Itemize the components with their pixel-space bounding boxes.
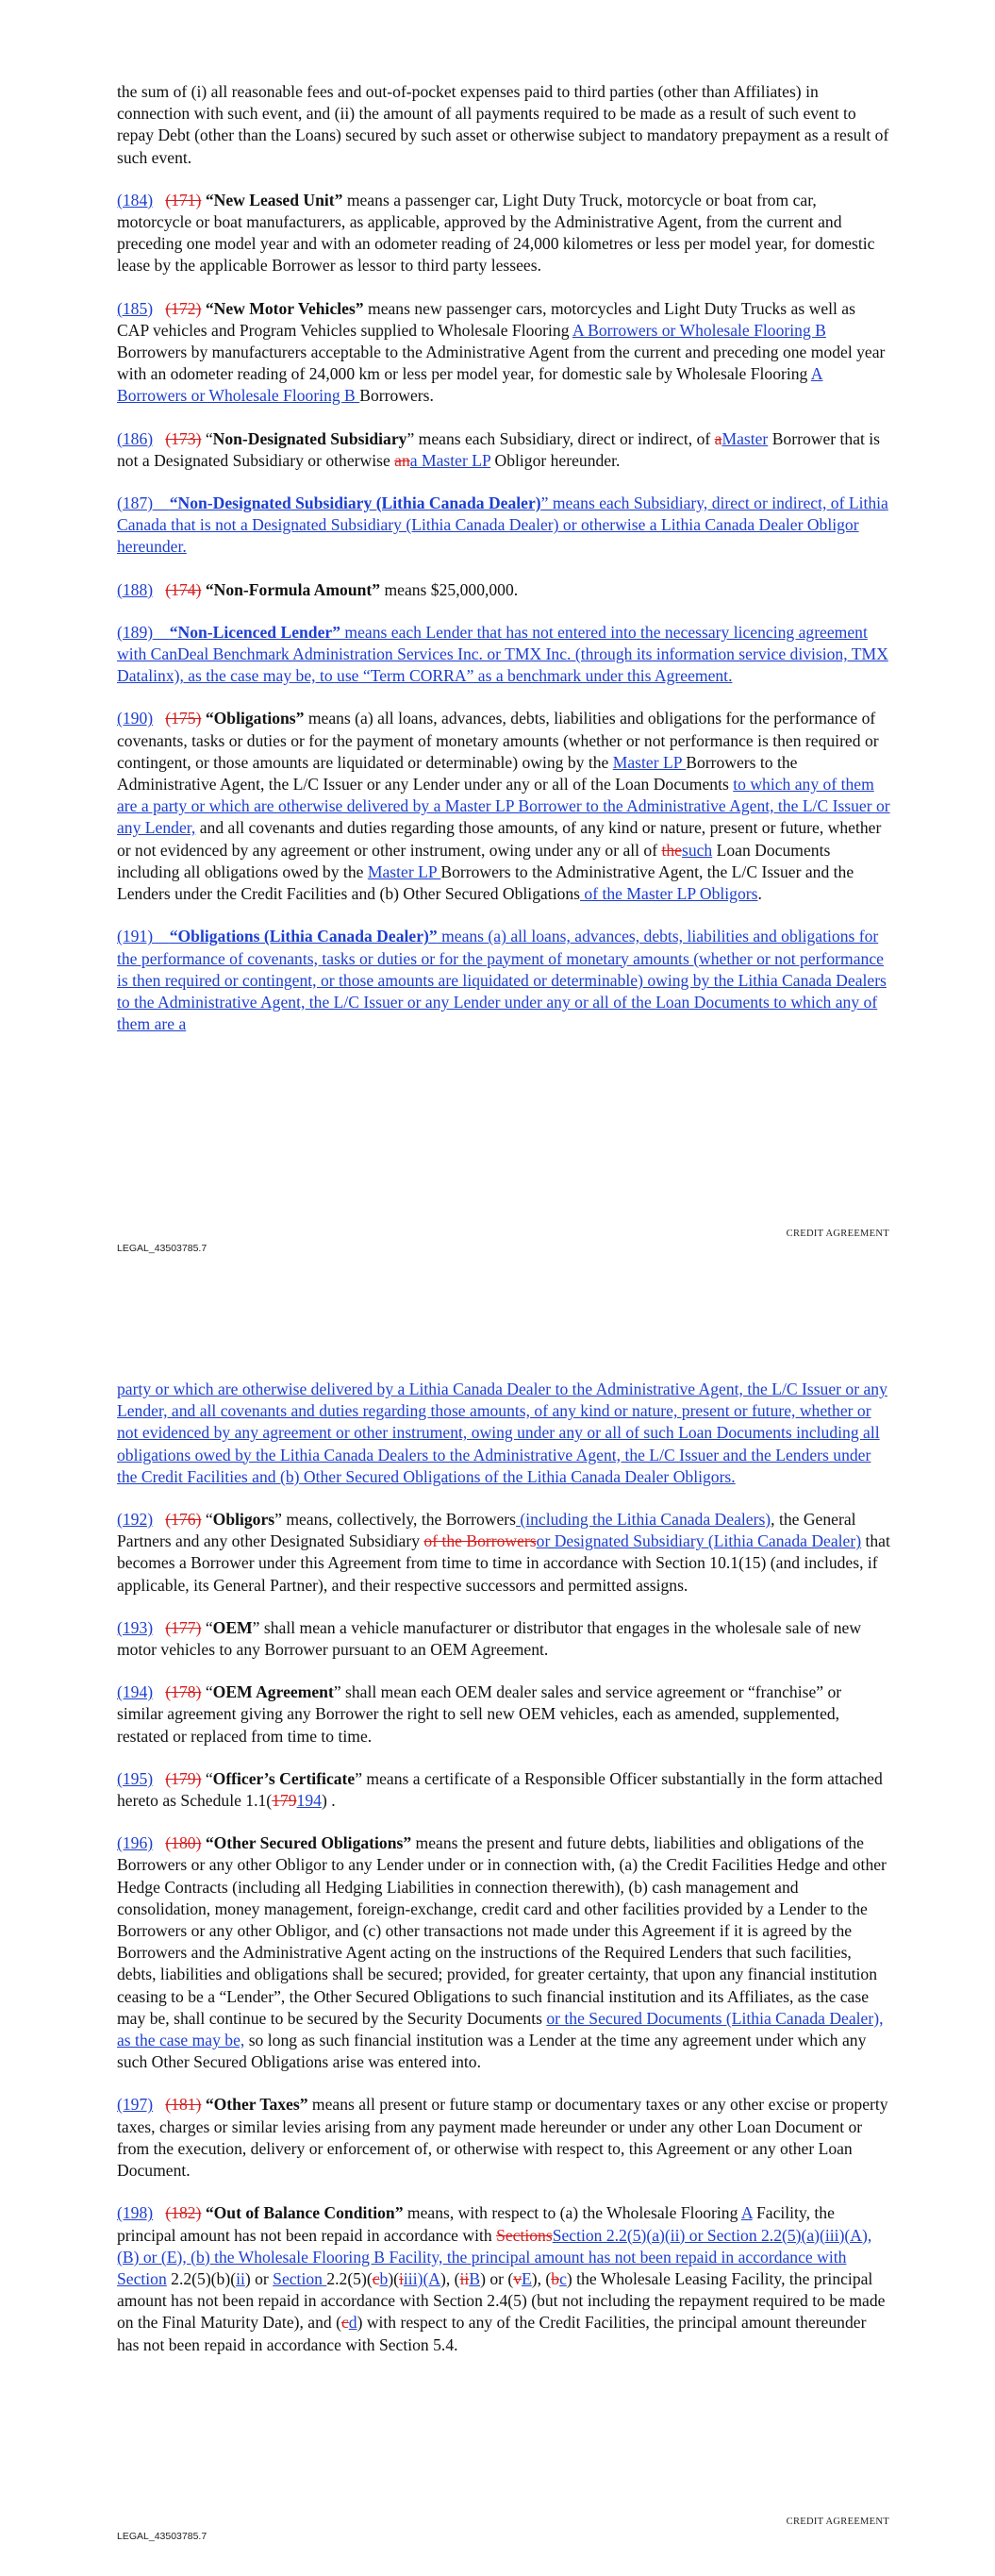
quote-mark: “ [205, 1682, 213, 1702]
inserted-text: b [379, 2268, 389, 2288]
section-number: (194) [117, 1682, 154, 1702]
inserted-text: Section 2.2(5)(a)(ii) or Section 2.2(5)(a)(iii)(A), (B) or (E), (b) the Wholesale Flooring B Facility, the principal amount has not been repaid in accordance with Section [117, 2225, 872, 2288]
inserted-text: a Master LP [409, 450, 491, 470]
definition-text: means each Lender that has not entered into the necessary licencing agreement with CanDeal Benchmark Administration Services Inc. or TMX Inc. (through its information service division, TMX Datalinx), as the case may be, to use “Term CORRA” as a benchmark under this Agreement. [117, 622, 888, 686]
definition-obligors [117, 1509, 890, 1597]
defined-term: Officer’s Certificate [212, 1768, 356, 1788]
defined-term: “Non-Formula Amount” [205, 579, 381, 599]
inserted-text: or Designated Subsidiary (Lithia Canada Dealer) [536, 1531, 862, 1551]
deleted-text: c [372, 2268, 380, 2288]
definition-text: )( [388, 2268, 400, 2288]
definition-text: Facility, the principal amount has not been repaid in accordance with [117, 2203, 835, 2245]
definition-new-leased-unit [117, 190, 890, 277]
deleted-text: b [551, 2268, 560, 2288]
quote-mark: “ [205, 1768, 213, 1788]
definition-text: means (a) all loans, advances, debts, liabilities and obligations for the performance of covenants, tasks or duties or for the payment of monetary amounts (whether or not performance is then required or contingent, or those amounts are liquidated or determinable) owing by the Lithia Canada Dealers to the Administrative Agent, the L/C Issuer or any Lender under any or all of the Loan Documents to which any of them are a [117, 927, 887, 1034]
inserted-text: d [348, 2313, 357, 2333]
definition-out-of-balance-condition [117, 2202, 890, 2355]
section-number: (185) [117, 298, 154, 318]
deleted-text: a [714, 428, 722, 448]
deleted-section-number: (179) [165, 1768, 202, 1788]
section-number: (195) [117, 1768, 154, 1788]
quote-mark: ” [274, 1510, 282, 1530]
inserted-text: Master [721, 428, 769, 448]
definition-text: ), ( [440, 2268, 460, 2288]
paragraph-text: party or which are otherwise delivered by a Lithia Canada Dealer to the Administrative Agent, the L/C Issuer or any Lender, and all covenants and duties regarding those amounts, of any kind or nature, present or future, whether or not evidenced by any agreement or other instrument, owing under any or all of such Loan Documents including all obligations owed by the Lithia Canada Dealers to the Administrative Agent, the L/C Issuer and the Lenders under the Credit Facilities and (b) Other Secured Obligations of the Lithia Canada Dealer Obligors. [117, 1380, 887, 1486]
definition-obligations-lithia [117, 926, 890, 1035]
definition-text: means each Subsidiary, direct or indirect, of [414, 428, 715, 448]
defined-term: “New Motor Vehicles” [205, 298, 364, 318]
definition-non-designated-subsidiary-lithia [117, 493, 890, 559]
definition-new-motor-vehicles [117, 298, 890, 408]
definition-officers-certificate [117, 1768, 890, 1812]
inserted-text: 194 [296, 1791, 322, 1811]
section-number: (189) [117, 622, 154, 642]
inserted-text: c [559, 2268, 567, 2288]
definition-text: means new passenger cars, motorcycles and Light Duty Trucks as well as CAP vehicles and Program Vehicles supplied to Wholesale Flooring [117, 298, 855, 340]
defined-term: “Other Secured Obligations” [205, 1833, 412, 1853]
deleted-section-number: (182) [165, 2203, 202, 2223]
deleted-section-number: (177) [165, 1617, 202, 1637]
deleted-text: 179 [272, 1791, 297, 1811]
inserted-text: Master LP [367, 861, 441, 881]
paragraph-continuation [117, 81, 890, 169]
definition-text: shall mean each OEM dealer sales and service agreement or “franchise” or similar agreement giving any Borrower the right to sell new OEM vehicles, each as amended, supplemented, restated or replaced from time to time. [117, 1682, 842, 1746]
definition-text: Obligor hereunder. [490, 450, 621, 470]
quote-mark: ” [406, 428, 415, 448]
quote-mark: “ [205, 1617, 213, 1637]
definition-text: means a passenger car, Light Duty Truck, motorcycle or boat from car, motorcycle or boat manufacturers, as applicable, approved by the Administrative Agent, from the current and preceding one model year and with an odometer reading of 24,000 kilometres or less per model year, for domestic lease by the applicable Borrower as lessor to third party lessees. [117, 190, 875, 276]
defined-term: “Non-Licenced Lender” [169, 622, 341, 642]
deleted-section-number: (181) [165, 2095, 202, 2115]
deleted-section-number: (172) [165, 298, 202, 318]
page-2 [0, 1288, 995, 2576]
definition-text: that becomes a Borrower under this Agreement from time to time in accordance with Section 10.1(15) (and includes, if applicable, its General Partner), and their respective successors and permitted assigns. [117, 1531, 890, 1595]
definition-text: means, collectively, the Borrowers [281, 1510, 516, 1530]
defined-term: “Other Taxes” [205, 2095, 308, 2115]
section-number: (190) [117, 709, 154, 728]
paragraph-continuation [117, 1379, 890, 1488]
definition-non-licenced-lender [117, 622, 890, 688]
defined-term: OEM Agreement [212, 1682, 334, 1702]
definition-text: ) or [244, 2268, 274, 2288]
inserted-text: Master LP [612, 752, 687, 772]
quote-mark: ” [252, 1617, 260, 1637]
deleted-section-number: (178) [165, 1682, 202, 1702]
definition-text: Borrowers to the Administrative Agent, the L/C Issuer or any Lender under any or all of the Loan Documents [117, 752, 798, 795]
defined-term: Non-Designated Subsidiary [212, 428, 407, 448]
definition-text: Borrowers to the Administrative Agent, the L/C Issuer and the Lenders under the Credit Facilities and (b) Other Secured Obligations [117, 861, 854, 904]
defined-term: “Out of Balance Condition” [205, 2203, 404, 2223]
definition-text: ), ( [531, 2268, 552, 2288]
defined-term: “New Leased Unit” [205, 190, 343, 209]
definition-text: 2.2(5)( [326, 2268, 373, 2288]
defined-term: Obligors [212, 1510, 275, 1530]
quote-mark: “ [205, 428, 213, 448]
definition-text: shall mean a vehicle manufacturer or distributor that engages in the wholesale sale of new motor vehicles to any Borrower pursuant to an OEM Agreement. [117, 1617, 862, 1660]
inserted-text: of the Master LP Obligors [580, 884, 758, 904]
defined-term: OEM [212, 1617, 253, 1637]
section-number: (187) [117, 493, 154, 513]
section-number: (188) [117, 579, 154, 599]
definition-text: Borrowers by manufacturers acceptable to the Administrative Agent from the current and preceding one model year with an odometer reading of 24,000 km or less per model year, for domestic sale by Wholesale Flooring [117, 343, 886, 384]
deleted-text: i [399, 2268, 404, 2288]
inserted-text: iii)(A [403, 2268, 441, 2288]
deleted-section-number: (180) [165, 1833, 202, 1853]
definition-text: , the General Partners and any other Designated Subsidiary [117, 1510, 856, 1551]
defined-term: “Obligations (Lithia Canada Dealer)” [169, 927, 438, 946]
inserted-text: B [469, 2268, 481, 2288]
section-number: (193) [117, 1617, 154, 1637]
definition-other-secured-obligations [117, 1832, 890, 2073]
quote-mark: “ [205, 1510, 213, 1530]
definition-text: ) the Wholesale Leasing Facility, the principal amount has not been repaid in accordance with Section 2.4(5) (but not including the repayment required to be made on the Final Maturity Date), and ( [117, 2268, 886, 2333]
definition-text: ” means each Subsidiary, direct or indirect, of Lithia Canada that is not a Designated Subsidiary (Lithia Canada Dealer) or otherwise a Lithia Canada Dealer Obligor hereunder. [117, 493, 888, 557]
section-number: (197) [117, 2095, 154, 2115]
inserted-text: to which any of them are a party or which are otherwise delivered by a Master LP Borrower to the Administrative Agent, the L/C Issuer or any Lender, [117, 775, 890, 838]
inserted-text: Section [273, 2268, 327, 2288]
deleted-section-number: (176) [165, 1510, 202, 1530]
page-1-body [117, 81, 890, 1056]
definition-text: means the present and future debts, liabilities and obligations of the Borrowers or any other Obligor to any Lender under or in connection with, (a) the Credit Facilities Hedge and other Hedge Contracts (including all Hedging Liabilities in connection therewith), (b) cash management and consolidation, money management, foreign-exchange, credit card and other facilities provided by a Lender to the Borrowers or any other Obligor, and (c) other transactions not made under this Agreement if it is agreed by the Borrowers and the Administrative Agent acting on the instructions of the Required Lenders that such facilities, debts, liabilities and obligations shall be secured; provided, for greater certainty, that upon any financial institution ceasing to be a “Lender”, the Other Secured Obligations to such financial institution and its Affiliates, as the case may be, shall continue to be secured by the Security Documents [117, 1833, 887, 2028]
definition-non-formula-amount [117, 579, 890, 601]
deleted-text: c [340, 2313, 349, 2333]
footer-label: CREDIT AGREEMENT [786, 1229, 889, 1239]
definition-other-taxes [117, 2094, 890, 2182]
inserted-text: A Borrowers or Wholesale Flooring B [117, 364, 823, 406]
deleted-section-number: (175) [165, 709, 202, 728]
inserted-text: such [681, 840, 713, 860]
deleted-text: v [513, 2268, 522, 2288]
quote-mark: ” [355, 1768, 363, 1788]
defined-term: “Obligations” [205, 709, 305, 728]
section-number: (192) [117, 1510, 154, 1530]
paragraph-text: the sum of (i) all reasonable fees and out-of-pocket expenses paid to third parties (other than Affiliates) in connection with such event, and (ii) the amount of all payments required to be made as a result of such event to repay Debt (other than the Loans) secured by such asset or otherwise subject to mandatory prepayment as a result of such event. [117, 82, 889, 167]
definition-text: so long as such financial institution was a Lender at the time any agreement under which any such Other Secured Obligations arise was entered into. [117, 2031, 867, 2072]
deleted-text: of the Borrowers [423, 1531, 537, 1551]
inserted-text: A [740, 2203, 753, 2223]
inserted-text: ii [236, 2268, 245, 2288]
definition-text: 2.2(5)(b)( [166, 2268, 237, 2288]
definition-text: and all covenants and duties regarding those amounts, of any kind or nature, present or future, whether or not evidenced by any agreement or other instrument, owing under any or all of [117, 818, 882, 860]
deleted-text: the [661, 840, 682, 860]
definition-oem-agreement [117, 1681, 890, 1748]
inserted-text: or the Secured Documents (Lithia Canada Dealer), as the case may be, [117, 2008, 884, 2050]
section-number: (186) [117, 428, 154, 448]
definition-text: ) . [321, 1791, 336, 1811]
deleted-text: Sections [496, 2225, 553, 2245]
page-2-body [117, 1379, 890, 2377]
defined-term: “Non-Designated Subsidiary (Lithia Canada Dealer) [169, 493, 541, 513]
definition-text: means, with respect to (a) the Wholesale Flooring [403, 2203, 741, 2223]
section-number: (198) [117, 2203, 154, 2223]
deleted-text: ii [459, 2268, 470, 2288]
definition-text: . [757, 884, 762, 904]
definition-text: Loan Documents including all obligations owed by the [117, 840, 831, 881]
footer-doc-id: LEGAL_43503785.7 [117, 1243, 207, 1254]
deleted-text: an [394, 450, 410, 470]
inserted-text: (including the Lithia Canada Dealers) [515, 1510, 771, 1530]
deleted-section-number: (171) [165, 190, 202, 209]
definition-obligations [117, 708, 890, 905]
quote-mark: ” [333, 1682, 341, 1702]
section-number: (191) [117, 927, 154, 946]
definition-text: means all present or future stamp or documentary taxes or any other excise or property taxes, charges or similar levies arising from any payment made hereunder or under any other Loan Document or from the execution, delivery or enforcement of, or otherwise with respect to, this Agreement or any other Loan Document. [117, 2095, 888, 2181]
section-number: (196) [117, 1833, 154, 1853]
section-number: (184) [117, 190, 154, 209]
definition-text: ) or ( [480, 2268, 514, 2288]
definition-text: Borrower that is not a Designated Subsidiary or otherwise [117, 428, 881, 470]
definition-text: means a certificate of a Responsible Officer substantially in the form attached hereto as Schedule 1.1( [117, 1768, 883, 1811]
footer-doc-id: LEGAL_43503785.7 [117, 2531, 207, 2542]
footer-label: CREDIT AGREEMENT [786, 2517, 889, 2527]
definition-text: means (a) all loans, advances, debts, liabilities and obligations for the performance of covenants, tasks or duties or for the payment of monetary amounts (whether or not performance is then required or contingent, or those amounts are liquidated or determinable) owing by the [117, 709, 879, 772]
inserted-text: A Borrowers or Wholesale Flooring B [572, 320, 826, 340]
deleted-section-number: (173) [165, 428, 202, 448]
inserted-text: E [522, 2268, 532, 2288]
definition-text: ) with respect to any of the Credit Facilities, the principal amount thereunder has not been repaid in accordance with Section 5.4. [117, 2313, 867, 2354]
definition-text: means $25,000,000. [380, 579, 519, 599]
definition-non-designated-subsidiary [117, 428, 890, 472]
deleted-section-number: (174) [165, 579, 202, 599]
definition-oem [117, 1617, 890, 1661]
definition-text: Borrowers. [359, 386, 434, 406]
